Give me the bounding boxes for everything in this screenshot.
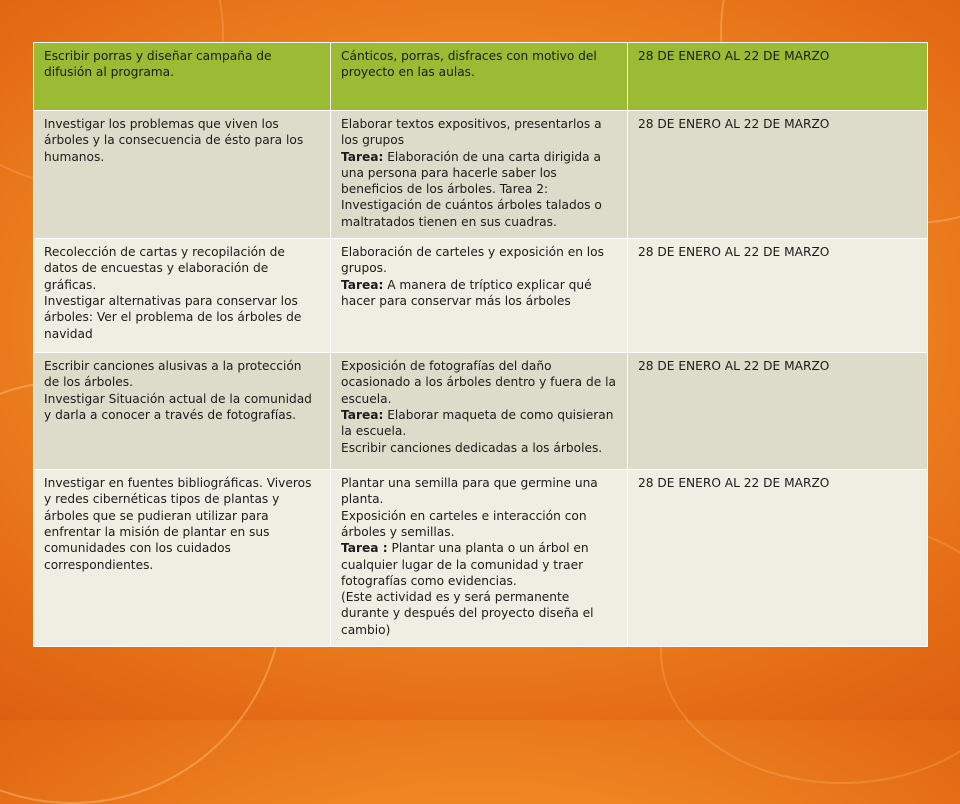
activities-table (33, 42, 928, 647)
task-text: Elaborar maqueta de como quisieran la escuela. (341, 407, 614, 439)
date-cell: 28 DE ENERO AL 22 DE MARZO (628, 43, 928, 111)
task-text: Plantar una planta o un árbol en cualquier lugar de la comunidad y traer fotografías como evidencias. (Este actividad es y será permanente durante y después del proyecto diseña el cambio) (341, 541, 594, 637)
product-intro: Plantar una semilla para que germine una planta. Exposición en carteles e interacción con árboles y semillas. (341, 476, 598, 539)
product-outro: Escribir canciones dedicadas a los árboles. (341, 440, 603, 455)
date-cell: 28 DE ENERO AL 22 DE MARZO (628, 470, 928, 647)
product-cell (331, 353, 628, 470)
activity-cell: Recolección de cartas y recopilación de datos de encuestas y elaboración de gráficas. Investigar alternativas para conservar los árboles: Ver el problema de los árboles de navidad (34, 239, 331, 353)
table-row (34, 353, 928, 470)
task-label: Tarea: (341, 407, 384, 422)
activity-cell: Investigar en fuentes bibliográficas. Viveros y redes cibernéticas tipos de plantas y árboles que se pudieran utilizar para enfrentar la misión de plantar en sus comunidades con los cuidados correspondientes. (34, 470, 331, 647)
product-cell (331, 470, 628, 647)
task-label: Tarea: (341, 149, 384, 164)
task-label: Tarea : (341, 541, 388, 556)
table-row (34, 239, 928, 353)
product-cell (331, 111, 628, 239)
product-intro: Exposición de fotografías del daño ocasionado a los árboles dentro y fuera de la escuela. (341, 359, 616, 406)
task-text: A manera de tríptico explicar qué hacer para conservar más los árboles (341, 277, 592, 308)
table-row (34, 43, 928, 111)
date-cell: 28 DE ENERO AL 22 DE MARZO (628, 239, 928, 353)
table-row (34, 470, 928, 647)
task-label: Tarea: (341, 277, 384, 292)
product-cell: Cánticos, porras, disfraces con motivo del proyecto en las aulas. (331, 43, 628, 111)
activity-cell: Investigar los problemas que viven los árboles y la consecuencia de ésto para los humanos. (34, 111, 331, 239)
product-intro: Elaboración de carteles y exposición en los grupos. (341, 245, 604, 276)
date-cell: 28 DE ENERO AL 22 DE MARZO (628, 353, 928, 470)
task-text: Elaboración de una carta dirigida a una persona para hacerle saber los beneficios de los árboles. Tarea 2: Investigación de cuántos árboles talados o maltratados tienen en sus cuadras. (341, 149, 602, 229)
product-cell (331, 239, 628, 353)
table-row (34, 111, 928, 239)
date-cell: 28 DE ENERO AL 22 DE MARZO (628, 111, 928, 239)
product-intro: Elaborar textos expositivos, presentarlos a los grupos (341, 117, 602, 148)
activity-cell: Escribir canciones alusivas a la protección de los árboles. Investigar Situación actual de la comunidad y darla a conocer a través de fotografías. (34, 353, 331, 470)
activity-cell: Escribir porras y diseñar campaña de difusión al programa. (34, 43, 331, 111)
